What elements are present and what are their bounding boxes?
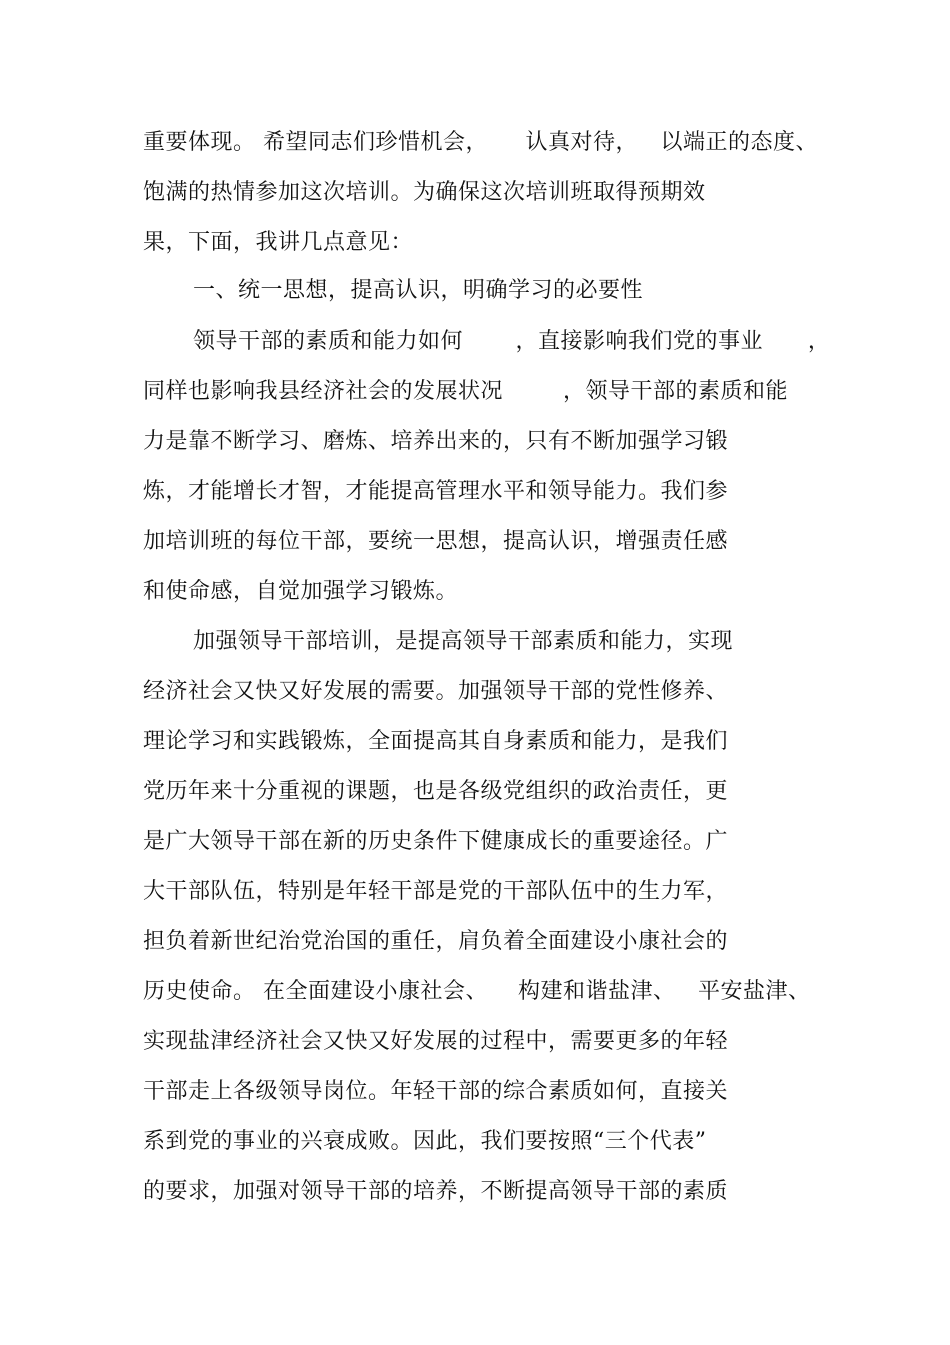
- text-line: 党历年来十分重视的课题，也是各级党组织的政治责任，更: [143, 779, 729, 804]
- text-line: 力是靠不断学习、磨炼、培养出来的，只有不断加强学习锻: [143, 429, 729, 454]
- text-line: 历史使命。 在全面建设小康社会、 构建和谐盐津、 平安盐津、: [143, 979, 811, 1004]
- text-line: 领导干部的素质和能力如何 ，直接影响我们党的事业 ，: [193, 329, 831, 354]
- text-line: 同样也影响我县经济社会的发展状况 ，领导干部的素质和能: [143, 379, 788, 404]
- text-line: 加培训班的每位干部，要统一思想，提高认识，增强责任感: [143, 529, 729, 554]
- text-line: 和使命感，自觉加强学习锻炼。: [143, 579, 459, 604]
- text-line: 是广大领导干部在新的历史条件下健康成长的重要途径。广: [143, 829, 729, 854]
- text-line: 重要体现。 希望同志们珍惜机会， 认真对待， 以端正的态度、: [143, 130, 818, 155]
- text-line: 果，下面，我讲几点意见：: [143, 230, 414, 255]
- text-line: 加强领导干部培训，是提高领导干部素质和能力，实现: [193, 629, 734, 654]
- section-heading: 一、统一思想，提高认识，明确学习的必要性: [193, 278, 644, 303]
- text-line: 系到党的事业的兴衰成败。因此，我们要按照“三个代表”: [143, 1129, 707, 1154]
- text-line: 经济社会又快又好发展的需要。加强领导干部的党性修养、: [143, 679, 729, 704]
- text-line: 炼，才能增长才智，才能提高管理水平和领导能力。我们参: [143, 479, 729, 504]
- text-line: 干部走上各级领导岗位。年轻干部的综合素质如何，直接关: [143, 1079, 729, 1104]
- text-line: 理论学习和实践锻炼，全面提高其自身素质和能力，是我们: [143, 729, 729, 754]
- text-line: 实现盐津经济社会又快又好发展的过程中，需要更多的年轻: [143, 1029, 729, 1054]
- text-line: 大干部队伍，特别是年轻干部是党的干部队伍中的生力军，: [143, 879, 729, 904]
- text-line: 的要求，加强对领导干部的培养，不断提高领导干部的素质: [143, 1179, 729, 1204]
- text-line: 饱满的热情参加这次培训。为确保这次培训班取得预期效: [143, 180, 706, 205]
- text-line: 担负着新世纪治党治国的重任，肩负着全面建设小康社会的: [143, 929, 729, 954]
